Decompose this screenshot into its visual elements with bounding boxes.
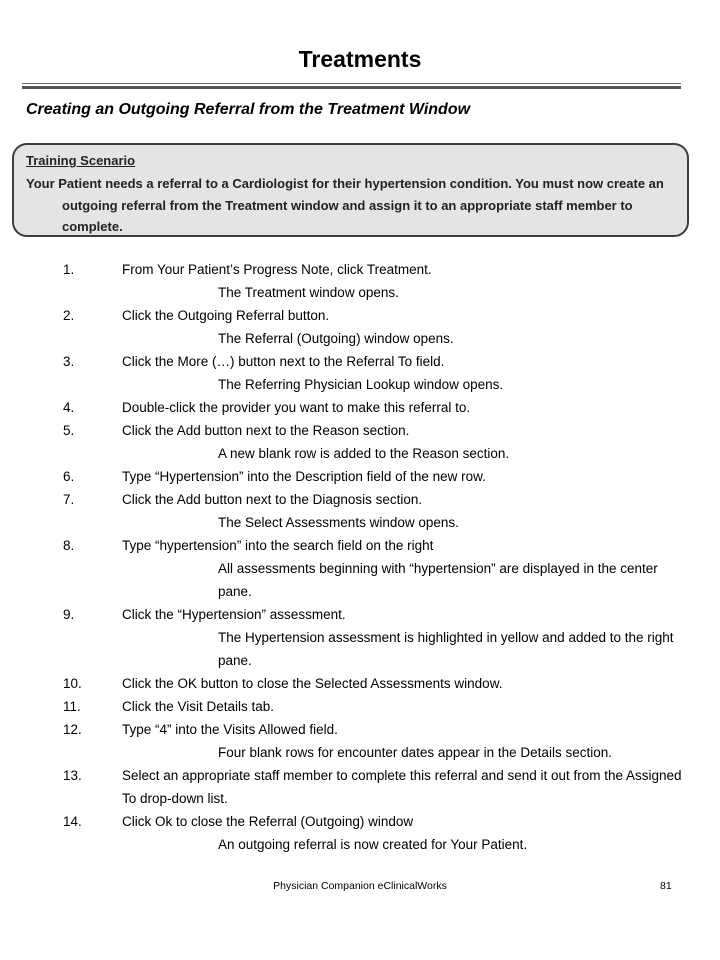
step-item — [63, 396, 683, 419]
scenario-text: Your Patient needs a referral to a Cardiologist for their hypertension condition. You must now create an outgoing referral from the Treatment window and assign it to an appropriate staff member to complete. — [26, 176, 664, 234]
step-instruction: Click the Outgoing Referral button. — [122, 308, 330, 323]
step-instruction: Double-click the provider you want to make this referral to. — [122, 400, 471, 415]
step-item — [63, 465, 683, 488]
step-number: 9. — [63, 607, 75, 622]
step-number: 11. — [63, 699, 81, 714]
step-item — [63, 258, 683, 281]
step-result: All assessments beginning with “hypertension” are displayed in the center pane. — [218, 561, 658, 599]
step-instruction: Type “Hypertension” into the Description field of the new row. — [122, 469, 486, 484]
step-result: The Referral (Outgoing) window opens. — [218, 331, 454, 346]
step-number: 5. — [63, 423, 75, 438]
step-number: 6. — [63, 469, 75, 484]
step-number: 12. — [63, 722, 82, 737]
footer-text: Physician Companion eClinicalWorks — [273, 880, 447, 892]
step-instruction: Select an appropriate staff member to complete this referral and send it out from the Assigned To drop-down list. — [122, 768, 682, 806]
page-title: Treatments — [298, 46, 422, 72]
step-instruction: Click the “Hypertension” assessment. — [122, 607, 346, 622]
step-instruction: Click the More (…) button next to the Referral To field. — [122, 354, 445, 369]
step-item — [63, 603, 683, 626]
step-instruction: Click the OK button to close the Selected Assessments window. — [122, 676, 503, 691]
step-number: 1. — [63, 262, 75, 277]
step-result: An outgoing referral is now created for Your Patient. — [218, 837, 528, 852]
step-instruction: Click Ok to close the Referral (Outgoing) window — [122, 814, 414, 829]
training-scenario-box — [12, 143, 689, 237]
title-divider-thin — [22, 83, 681, 84]
step-item — [63, 419, 683, 442]
title-divider-thick — [22, 86, 681, 89]
step-instruction: Type “4” into the Visits Allowed field. — [122, 722, 338, 737]
step-item — [63, 488, 683, 511]
step-item — [63, 350, 683, 373]
step-number: 14. — [63, 814, 82, 829]
section-heading: Creating an Outgoing Referral from the Treatment Window — [26, 101, 471, 118]
step-item — [63, 695, 683, 718]
step-number: 10. — [63, 676, 82, 691]
step-item — [63, 534, 683, 557]
step-result: Four blank rows for encounter dates appear in the Details section. — [218, 745, 612, 760]
step-instruction: Click the Add button next to the Reason section. — [122, 423, 410, 438]
step-item — [63, 764, 683, 810]
step-number: 4. — [63, 400, 75, 415]
step-number: 2. — [63, 308, 75, 323]
step-instruction: From Your Patient’s Progress Note, click Treatment. — [122, 262, 432, 277]
step-result: The Select Assessments window opens. — [218, 515, 459, 530]
step-result: A new blank row is added to the Reason section. — [218, 446, 510, 461]
step-item — [63, 718, 683, 741]
step-number: 8. — [63, 538, 75, 553]
step-instruction: Type “hypertension” into the search field on the right — [122, 538, 434, 553]
step-result: The Referring Physician Lookup window opens. — [218, 377, 504, 392]
step-item — [63, 304, 683, 327]
step-number: 3. — [63, 354, 75, 369]
page-number: 81 — [660, 880, 672, 892]
step-item — [63, 810, 683, 833]
steps-list — [63, 258, 683, 856]
step-result: The Treatment window opens. — [218, 285, 399, 300]
step-item — [63, 672, 683, 695]
step-instruction: Click the Visit Details tab. — [122, 699, 275, 714]
scenario-label: Training Scenario — [26, 153, 136, 168]
step-number: 13. — [63, 768, 82, 783]
step-number: 7. — [63, 492, 75, 507]
step-result: The Hypertension assessment is highlighted in yellow and added to the right pane. — [218, 630, 674, 668]
step-instruction: Click the Add button next to the Diagnosis section. — [122, 492, 423, 507]
